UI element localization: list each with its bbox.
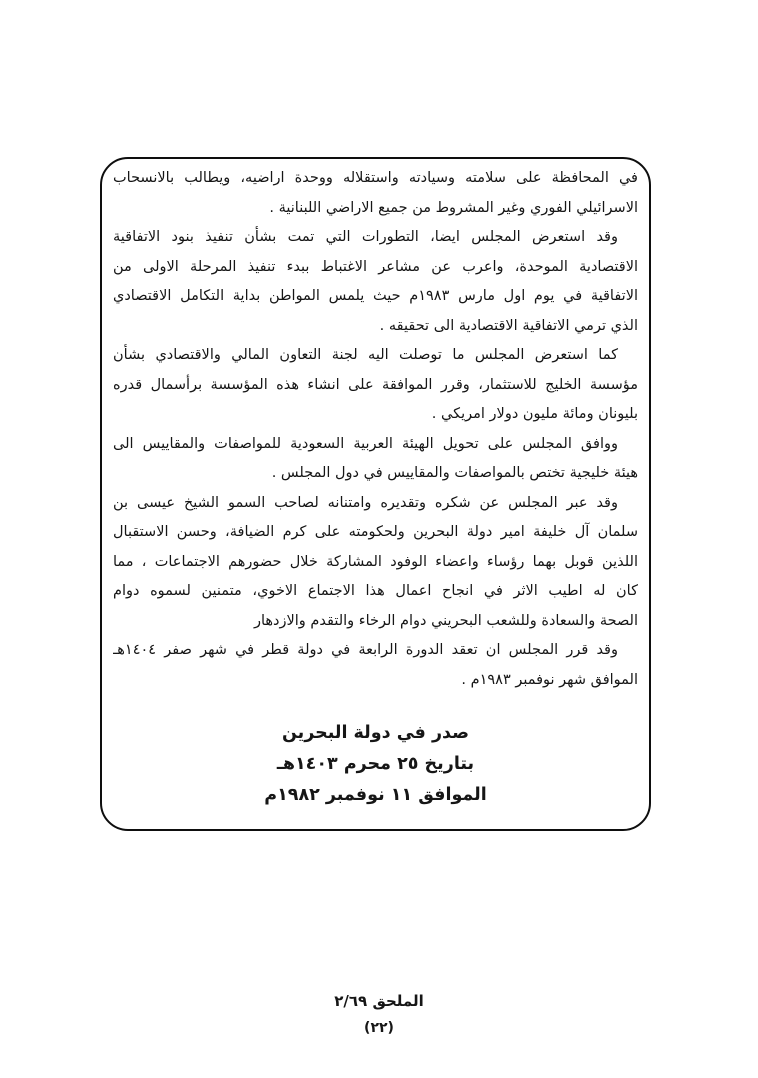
text-line: مؤسسة الخليج للاستثمار، وقرر الموافقة على انشاء هذه المؤسسة برأسمال قدره [113, 376, 638, 393]
text-line: الاتفاقية في يوم اول مارس ١٩٨٣م حيث يلمس المواطن بداية التكامل الاقتصادي [113, 288, 638, 304]
text-line: الموافق شهر نوفمبر ١٩٨٣م . [461, 671, 638, 688]
text-line: اللذين قوبل بهما رؤساء واعضاء الوفود المشاركة خلال حضورهم الاجتماعات ، مما [113, 553, 638, 570]
page-footer [0, 992, 758, 1037]
text-line: الاسرائيلي الفوري وغير المشروط من جميع الاراضي اللبنانية . [269, 199, 638, 216]
text-line: ووافق المجلس على تحويل الهيئة العربية السعودية للمواصفات والمقاييس الى [113, 435, 618, 452]
text-line: سلمان آل خليفة امير دولة البحرين ولحكومته على كرم الضيافة، وحسن الاستقبال [113, 524, 638, 540]
text-line: الذي ترمي الاتفاقية الاقتصادية الى تحقيقه . [379, 317, 638, 334]
text-line: في المحافظة على سلامته وسيادته واستقلاله ووحدة اراضيه، ويطالب بالانسحاب [113, 170, 638, 186]
signature-place-line: صدر في دولة البحرين [281, 723, 470, 743]
text-line: بليونان ومائة مليون دولار امريكي . [431, 406, 638, 422]
text-line: كان له اطيب الاثر في انجاح اعمال هذا الاجتماع الاخوي، متمنين لسموه دوام [113, 583, 638, 599]
text-line: وقد عبر المجلس عن شكره وتقديره وامتنانه لصاحب السمو الشيخ عيسى بن [113, 494, 618, 511]
text-line: وقد استعرض المجلس ايضا، التطورات التي تمت بشأن تنفيذ بنود الاتفاقية [113, 229, 618, 245]
text-line: الصحة والسعادة وللشعب البحريني دوام الرخاء والتقدم والازدهار [253, 612, 638, 629]
document-border-box [100, 157, 651, 831]
document-body [113, 164, 638, 695]
text-line: وقد قرر المجلس ان تعقد الدورة الرابعة في دولة قطر في شهر صفر ١٤٠٤هـ [113, 642, 618, 658]
appendix-label: الملحق ٢/٦٩ [334, 992, 424, 1010]
text-line: الاقتصادية الموحدة، واعرب عن مشاعر الاغتباط ببدء تنفيذ المرحلة الاولى من [113, 258, 638, 275]
text-line: هيئة خليجية تختص بالمواصفات والمقاييس في دول المجلس . [271, 465, 638, 481]
text-line: كما استعرض المجلس ما توصلت اليه لجنة التعاون المالي والاقتصادي بشأن [113, 347, 618, 363]
signature-hijri-date-line: بتاريخ ٢٥ محرم ١٤٠٣هـ [276, 754, 475, 774]
signature-gregorian-date-line: الموافق ١١ نوفمبر ١٩٨٢م [264, 785, 487, 805]
page-number: (٢٢) [364, 1020, 394, 1036]
signature-block [113, 718, 638, 811]
